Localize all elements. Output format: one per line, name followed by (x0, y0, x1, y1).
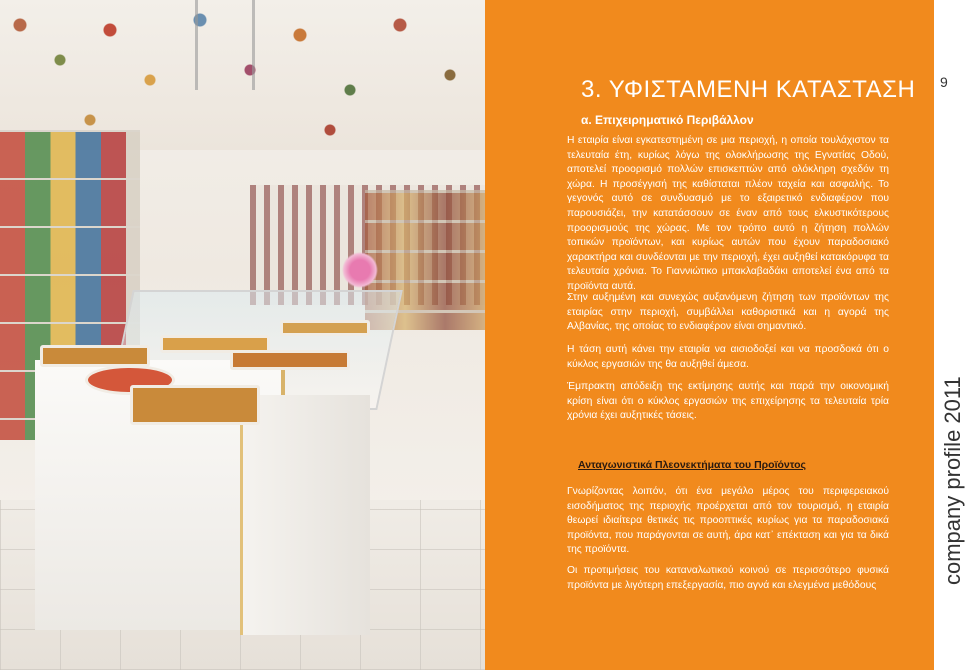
flower-arrangement (335, 250, 385, 290)
display-counter-front (240, 395, 370, 635)
pastry-tray (130, 385, 260, 425)
page-number: 9 (940, 74, 948, 90)
paragraph: Οι προτιμήσεις του καταναλωτικού κοινού σε περισσότερο φυσικά προϊόντα με λιγότερη επεξεργασία, πιο αγνά και ελεγμένα μεθόδους (567, 565, 889, 591)
paragraph: Έμπρακτη απόδειξη της εκτίμησης αυτής και παρά την οικονομική κρίση είναι ότι ο κύκλος εργασιών της επιχείρησης τα τελευταία τρία χρόνια έχει αυξητικές τάσεις. (567, 381, 889, 422)
subheading-competitive-advantages: Ανταγωνιστικά Πλεονεκτήματα του Προϊόντος (578, 459, 807, 471)
pastry-tray (280, 320, 370, 336)
subheading-business-environment: α. Επιχειρηματικό Περιβάλλον (581, 113, 754, 127)
content-panel (485, 0, 934, 670)
paragraph: Γνωρίζοντας λοιπόν, ότι ένα μεγάλο μέρος του περιφερειακού εισοδήματος της περιοχής προέρχεται από τον τουρισμό, η εταιρία θεωρεί ιδιαίτερα θετικές τις προοπτικές κυρίως για τα παραδοσιακά προϊόντα, που παράγονται σε αυτή, άρα κατ᾽ επέκταση και για τα δικά της προϊόντα. (567, 486, 889, 556)
pastry-tray (230, 350, 350, 370)
ceiling-light-track (195, 0, 255, 90)
paragraph: Η τάση αυτή κάνει την εταιρία να αισιοδοξεί και να προσδοκά ότι ο κύκλος εργασιών της θα αυξηθεί άμεσα. (567, 344, 889, 370)
paragraph: Στην αυξημένη και συνεχώς αυξανόμενη ζήτηση των προϊόντων της εταιρίας στην περιοχή, συμβάλλει καθοριστικά και η αγορά της Αλβανίας, της οποίας το ενδιαφέρον είναι σημαντικό. (567, 292, 889, 333)
company-profile-title: company profile 2011 (940, 376, 965, 585)
pastry-tray (40, 345, 150, 367)
section-title: 3. ΥΦΙΣΤΑΜΕΝΗ ΚΑΤΑΣΤΑΣΗ (581, 76, 916, 103)
paragraph: Η εταιρία είναι εγκατεστημένη σε μια περιοχή, η οποία τουλάχιστον τα τελευταία έτη, κυρίως λόγω της ολοκλήρωσης της Εγνατίας Οδού, αποτελεί προορισμό πολλών επισκεπτών από ολόκληρη σχεδόν τη χώρα. Η προσέγγισή της καθίσταται πλέον ταχεία και ασφαλής. Το γεγονός αυτό σε συνδυασμό με το εξαιρετικό ενδιαφέρον που παρουσιάζει, την κατατάσσουν σε έναν από τους ελκυστικότερους προορισμούς της χώρας. Με τον τρόπο αυτό η ζήτηση πολλών τοπικών προϊόντων, και κυρίως αυτών που έχουν παραδοσιακό χαρακτήρα και συνδέονται με την περιοχή, έχει αυξηθεί κατακόρυφα τα τελευταία χρόνια. Το Γιαννιώτικο μπακλαβαδάκι αποτελεί ένα από τα προϊόντα αυτά. (567, 135, 889, 292)
